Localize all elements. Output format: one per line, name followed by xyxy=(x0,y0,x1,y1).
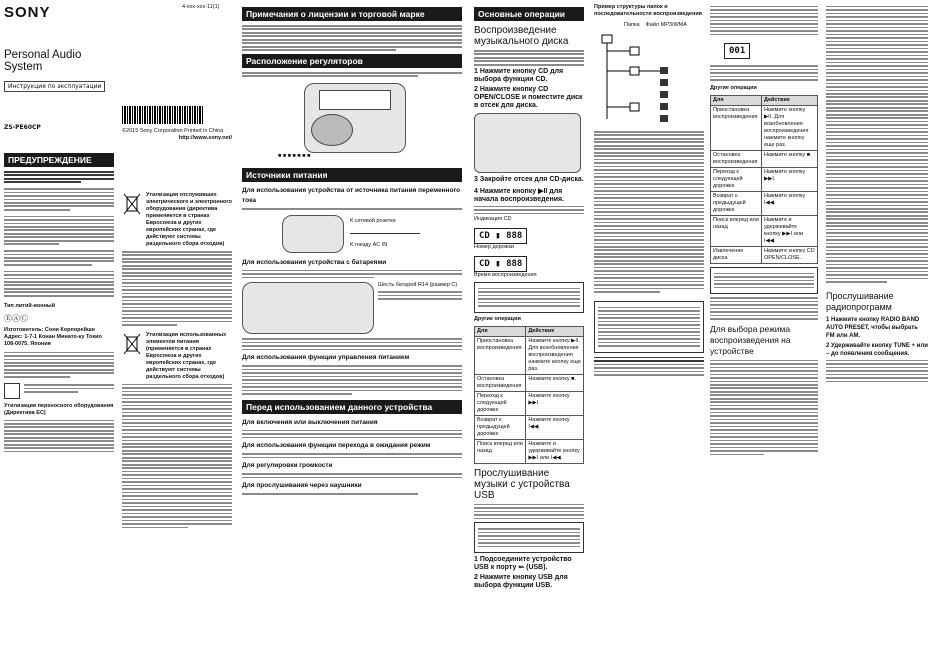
sony-url: http://www.sony.net/ xyxy=(178,135,232,141)
usb-ops-table xyxy=(710,95,818,264)
cd-display-label: Индикация CD xyxy=(474,215,512,222)
cd-playback-heading: Воспроизведение музыкального диска xyxy=(474,25,569,47)
basic-ops-heading: Основные операции xyxy=(474,7,584,21)
table-cell: Нажмите и удерживайте кнопку ▶▶I или I◀◀. xyxy=(526,439,584,463)
col-do-header: Действие xyxy=(761,95,817,105)
model-number: ZS-PE60CP xyxy=(4,124,41,131)
column-2 xyxy=(118,0,236,661)
table-cell: Нажмите кнопку ▶II. Для возобновления воспроизведения нажмите кнопку еще раз. xyxy=(761,105,817,150)
folder-tree-diagram xyxy=(600,31,680,123)
table-row xyxy=(711,191,818,215)
warning-text xyxy=(4,171,114,297)
battery-type-label: Тип литий-ионный xyxy=(4,302,56,309)
barcode xyxy=(122,106,204,124)
usb-display: 001 xyxy=(724,43,750,59)
column-1 xyxy=(0,0,118,661)
column-7 xyxy=(822,0,932,661)
table-cell: Поиск вперед или назад xyxy=(711,215,762,246)
battery-bin-icon xyxy=(122,332,142,356)
usb-step-2: 2 Нажмите кнопку USB для выбора функции USB. xyxy=(474,574,568,590)
column-3 xyxy=(238,0,466,661)
table-row xyxy=(475,415,584,439)
folder-tree-heading: Пример структуры папок и последовательности воспроизведения xyxy=(594,4,702,17)
ac-illustration xyxy=(282,215,344,253)
power-battery-heading: Для использования устройства с батареями xyxy=(242,258,387,266)
column-5 xyxy=(590,0,708,661)
playback-time-label: Время воспроизведения xyxy=(474,271,537,278)
controls-heading: Расположение регуляторов xyxy=(242,54,462,68)
ac-in-label: К гнезду AC IN xyxy=(350,242,388,249)
table-row xyxy=(475,439,584,463)
col-to-header: Для xyxy=(475,326,526,336)
cd-insert-illustration xyxy=(474,113,581,173)
recycle-caption: Утилизация переносного оборудования (Директива ЕС) xyxy=(4,402,114,416)
manual-subtitle: Инструкция по эксплуатации xyxy=(4,81,105,92)
column-6 xyxy=(706,0,822,661)
col-do-header: Действие xyxy=(526,326,584,336)
table-cell: Нажмите кнопку ■. xyxy=(761,150,817,167)
weee-battery-heading: Утилизация использованных элементов питания (применяется в странах Евросоюза и других европейских странах, где действуют системы раздельного сбора отходов) xyxy=(146,331,227,380)
radio-step-1: 1 Нажмите кнопку RADIO BAND AUTO PRESET, чтобы выбрать FM или AM. xyxy=(826,316,920,339)
table-cell: Возврат к предыдущей дорожке xyxy=(475,415,526,439)
standby-heading: Для использования функции перехода в ожидания режим xyxy=(242,442,431,450)
table-cell: Приостановка воспроизведения xyxy=(711,105,762,150)
table-cell: Извлечение диска xyxy=(711,246,762,263)
table-cell: Переход к следующей дорожке xyxy=(475,391,526,415)
file-legend: Файл MP3/WMA xyxy=(645,22,687,28)
power-ac-heading: Для использования устройства от источника питания переменного тока xyxy=(242,187,461,205)
radio-heading: Прослушивание радиопрограмм xyxy=(826,290,894,312)
col-to-header: Для xyxy=(711,95,762,105)
copyright: ©2015 Sony Corporation Printed in China xyxy=(122,128,224,134)
other-ops-heading: Другие операции xyxy=(474,315,521,322)
table-row xyxy=(475,391,584,415)
before-use-heading: Перед использованием данного устройства xyxy=(242,400,462,414)
table-cell: Поиск вперед или назад xyxy=(475,439,526,463)
table-cell: Остановка воспроизведения xyxy=(475,374,526,391)
table-row xyxy=(711,246,818,263)
usb-heading: Прослушивание музыки с устройства USB xyxy=(474,467,570,501)
product-title: Personal Audio System xyxy=(4,49,82,73)
table-row xyxy=(711,215,818,246)
part-number: 4-xxx-xxx-11(1) xyxy=(182,4,220,10)
ac-outlet-label: К сетевой розетке xyxy=(350,218,396,225)
power-heading: Источники питания xyxy=(242,168,462,182)
table-cell: Нажмите кнопку ▶▶I. xyxy=(761,167,817,191)
controls-illustration xyxy=(304,83,406,153)
table-cell: Нажмите кнопку ■. xyxy=(526,374,584,391)
table-cell: Нажмите и удерживайте кнопку ▶▶I или I◀◀. xyxy=(761,215,817,246)
table-cell: Нажмите кнопку I◀◀. xyxy=(526,415,584,439)
cd-ops-table xyxy=(474,326,584,464)
track-number-label: Номер дорожки xyxy=(474,243,514,250)
usb-step-1: 1 Подсоедините устройство USB к порту ⇐ (USB). xyxy=(474,556,572,572)
table-cell: Переход к следующей дорожке xyxy=(711,167,762,191)
radio-step-2: 2 Удерживайте кнопку TUNE + или – до появления сообщения. xyxy=(826,342,928,357)
table-cell: Приостановка воспроизведения xyxy=(475,336,526,374)
onoff-heading: Для включения или выключения питания xyxy=(242,418,378,426)
table-row xyxy=(475,336,584,374)
table-cell: Возврат к предыдущей дорожке xyxy=(711,191,762,215)
eac-mark: ⒺⒶⒸ xyxy=(4,313,28,323)
controls-callouts: ■ ■ ■ ■ ■ ■ ■ xyxy=(278,153,311,160)
cd-display: CD ▮ 888 xyxy=(474,228,527,244)
battery-label: Шесть батарей R14 (размер C) xyxy=(378,282,458,289)
weee-heading: Утилизация отслуживших электрического и электронного оборудования (директива применяется в странах Евросоюза и других европейских странах, где действуют системы раздельного сбора отходов) xyxy=(146,192,232,247)
table-cell: Остановка воспроизведения xyxy=(711,150,762,167)
cd-step-4: 4 Нажмите кнопку ▶II для начала воспроизведения. xyxy=(474,187,565,203)
remote-heading: Для использования функции управления питанием xyxy=(242,354,410,362)
sony-logo: SONY xyxy=(4,4,51,21)
cd-step-3: 3 Закройте отсек для CD-диска. xyxy=(474,175,584,183)
crossed-bin-icon xyxy=(122,192,142,216)
cd-step-1: 1 Нажмите кнопку CD для выбора функции CD. xyxy=(474,67,564,83)
cd-time-display: CD ▮ 888 xyxy=(474,256,527,272)
column-4 xyxy=(470,0,588,661)
table-cell: Нажмите кнопку I◀◀. xyxy=(761,191,817,215)
battery-illustration xyxy=(242,282,374,334)
table-row xyxy=(711,105,818,150)
table-row xyxy=(475,374,584,391)
folder-legend: Папка xyxy=(624,22,640,28)
cd-step-2: 2 Нажмите кнопку CD OPEN/CLOSE и поместите диск в отсек для диска. xyxy=(474,85,583,109)
table-cell: Нажмите кнопку ▶II. Для возобновления воспроизведения нажмите кнопку еще раз. xyxy=(526,336,584,374)
table-row xyxy=(711,167,818,191)
table-row xyxy=(711,150,818,167)
ce-icon xyxy=(4,383,20,399)
volume-heading: Для регулировки громкости xyxy=(242,462,333,470)
warning-heading: ПРЕДУПРЕЖДЕНИЕ xyxy=(4,153,114,167)
licence-heading: Примечания о лицензии и торговой марке xyxy=(242,7,462,21)
manufacturer-info: Изготовитель: Сони Корпорейшн Адрес: 1-7-1 Конан Минато-ку Токио 108-0075, Япония xyxy=(4,326,102,347)
play-mode-heading: Для выбора режима воспроизведения на устройстве xyxy=(710,323,791,356)
table-cell: Нажмите кнопку CD OPEN/CLOSE. xyxy=(761,246,817,263)
other-ops-heading-2: Другие операции xyxy=(710,84,757,91)
table-cell: Нажмите кнопку ▶▶I. xyxy=(526,391,584,415)
headphones-heading: Для прослушивания через наушники xyxy=(242,482,362,490)
